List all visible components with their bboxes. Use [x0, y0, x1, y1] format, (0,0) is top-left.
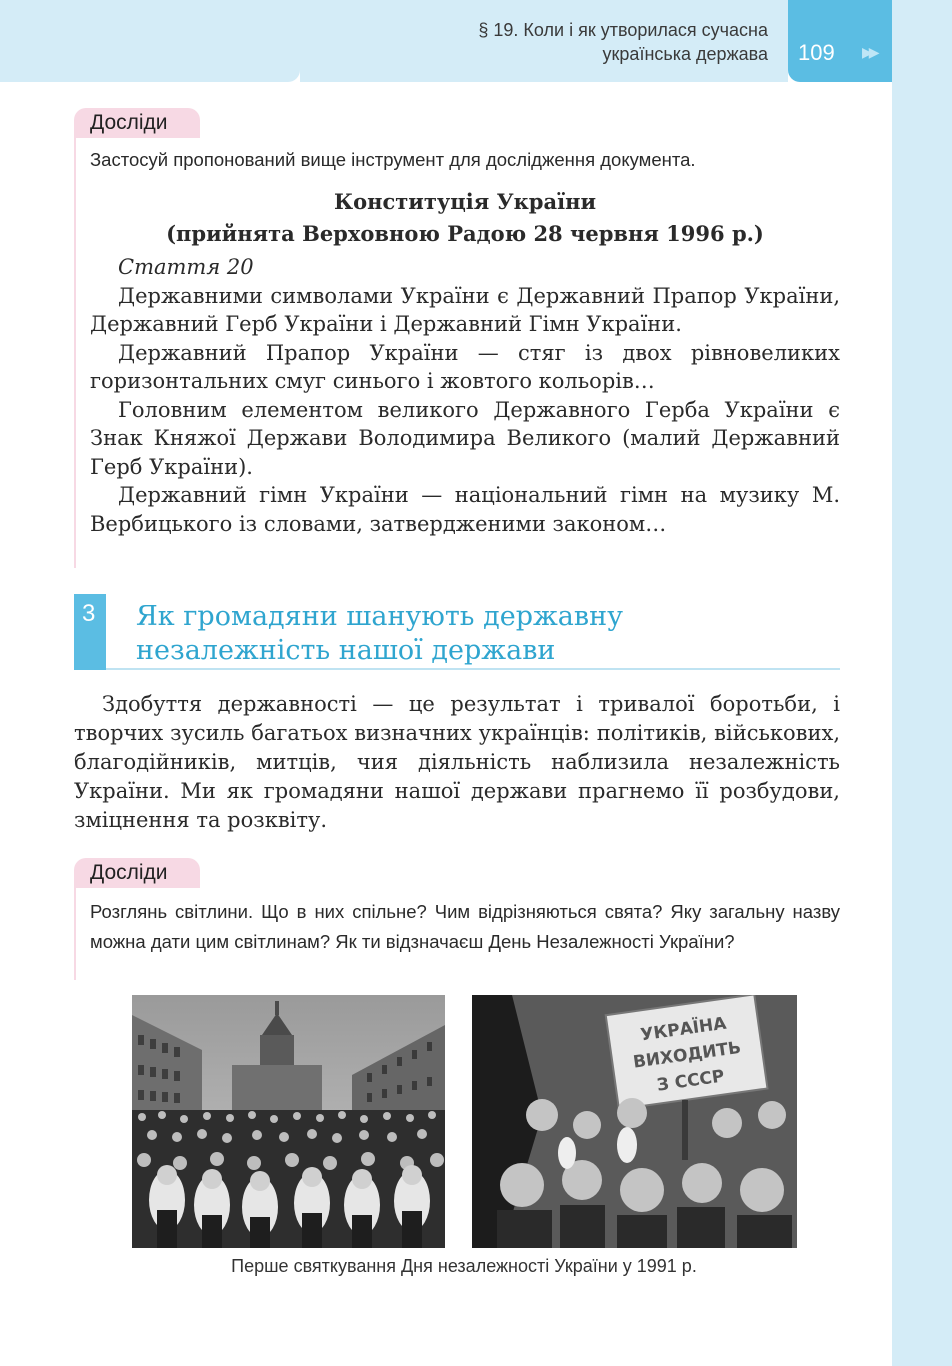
section-title-underline	[106, 668, 840, 670]
section-heading-line1: § 19. Коли і як утворилася сучасна	[478, 20, 768, 40]
section-number-badge	[74, 594, 106, 670]
document-title	[90, 186, 840, 250]
document-title-line2: (прийнята Верховною Радою 28 червня 1996 р.)	[166, 221, 764, 246]
section-title	[136, 600, 623, 668]
section-heading	[478, 18, 768, 66]
page-number-tab	[788, 0, 892, 82]
section-heading-line2: українська держава	[602, 44, 768, 64]
document-paragraph: Державний Прапор України — стяг із двох рівновеликих горизонтальних смуг синього і жовтого кольорів…	[90, 340, 840, 393]
document-title-line1: Конституція України	[333, 189, 597, 214]
document-paragraph: Головним елементом великого Державного Герба України є Знак Княжої Держави Володимира Великого (малий Державний Герб України).	[90, 397, 840, 479]
document-body	[90, 253, 840, 538]
photo-crowd-square-image	[132, 995, 445, 1248]
right-margin-band	[892, 0, 952, 1366]
sign-text-line: УКРАЇНА	[639, 1013, 728, 1046]
photo-crowd-square	[132, 995, 445, 1248]
research-label	[74, 858, 200, 888]
section-paragraph	[74, 690, 840, 835]
section-title-line1: Як громадяни шанують державну	[136, 601, 623, 632]
double-chevron-right-icon: ▶▶	[862, 44, 876, 60]
section-number: 3	[82, 600, 96, 627]
research-label-text: Досліди	[90, 861, 168, 884]
photo-protest-sign	[472, 995, 797, 1248]
research-instruction: Розглянь світлини. Що в них спільне? Чим відрізняються свята? Яку загальну назву можна дати цим світлинам? Як ти відзначаєш День Незалежності України?	[90, 901, 840, 952]
sign-text-line: ВИХОДИТЬ	[631, 1037, 743, 1073]
research-left-border	[74, 138, 76, 568]
photo-caption: Перше святкування Дня незалежності України у 1991 р.	[231, 1256, 697, 1276]
research-label-text: Досліди	[90, 111, 168, 134]
research-instruction: Застосуй пропонований вище інструмент для дослідження документа.	[90, 149, 696, 170]
section-text: Здобуття державності — це результат і тривалої боротьби, і творчих зусиль багатьох визначних українців: політиків, військових, благодійників, митців, чия діяльність наблизила незалежність України. Ми як громадяни нашої держави прагнемо її розбудови, зміцнення та розквіту.	[74, 692, 840, 832]
research-left-border	[74, 888, 76, 980]
header-band-left	[0, 0, 300, 82]
page-number: 109	[798, 40, 835, 65]
document-paragraph: Державний гімн України — національний гімн на музику М. Вербицького із словами, затвердженими законом…	[90, 483, 840, 536]
research-label	[74, 108, 200, 138]
section-title-line2: незалежність нашої держави	[136, 635, 556, 666]
photo-protest-sign-image	[472, 995, 797, 1248]
article-heading: Стаття 20	[118, 255, 254, 279]
sign-text-line: З СССР	[655, 1066, 726, 1096]
header-band	[300, 0, 788, 82]
document-paragraph: Державними символами України є Державний Прапор України, Державний Герб України і Державний Гімн України.	[90, 283, 840, 336]
